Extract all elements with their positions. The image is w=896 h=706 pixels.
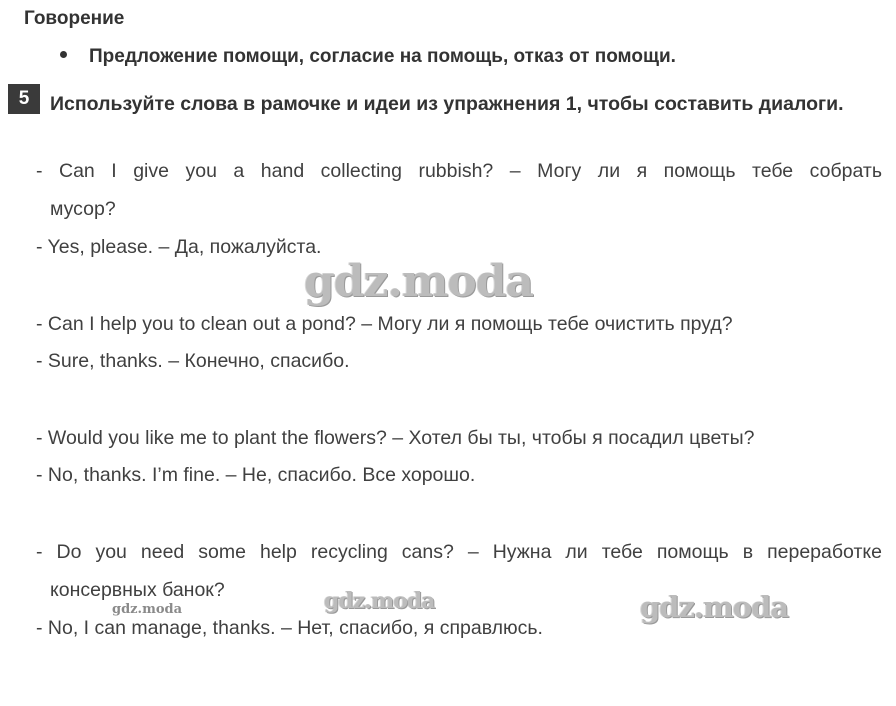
bullet-text: Предложение помощи, согласие на помощь, отказ от помощи. xyxy=(89,46,676,67)
watermark-logo-middle: gdz.moda xyxy=(324,588,435,614)
dialogue-3-answer: - No, thanks. I’m fine. – Не, спасибо. Все хорошо. xyxy=(36,464,476,486)
watermark-logo-small: gdz.moda xyxy=(112,602,183,617)
exercise-number-badge: 5 xyxy=(8,84,40,114)
dialogue-4-question-cont: консервных банок? xyxy=(50,579,225,601)
section-title: Говорение xyxy=(24,8,125,29)
dialogue-4-question: - Do you need some help recycling cans? – Нужна ли тебе помощь в переработке xyxy=(36,541,882,563)
bullet-dot-icon xyxy=(60,51,67,58)
dialogue-1-question-cont: мусор? xyxy=(50,198,116,220)
dialogue-2-question: - Can I help you to clean out a pond? – Могу ли я помощь тебе очистить пруд? xyxy=(36,313,733,335)
exercise-instruction: Используйте слова в рамочке и идеи из упражнения 1, чтобы составить диалоги. xyxy=(50,93,844,115)
dialogue-2-answer: - Sure, thanks. – Конечно, спасибо. xyxy=(36,350,350,372)
dialogue-1-question: - Can I give you a hand collecting rubbish? – Могу ли я помощь тебе собрать xyxy=(36,160,882,182)
dialogue-3-question: - Would you like me to plant the flowers? – Хотел бы ты, чтобы я посадил цветы? xyxy=(36,427,755,449)
bullet-item xyxy=(60,46,676,68)
dialogue-4-answer: - No, I can manage, thanks. – Нет, спасибо, я справлюсь. xyxy=(36,617,543,639)
watermark-logo-right: gdz.moda xyxy=(640,590,789,624)
watermark-logo-large: gdz.moda xyxy=(304,256,534,307)
dialogue-1-answer: - Yes, please. – Да, пожалуйста. xyxy=(36,236,322,258)
